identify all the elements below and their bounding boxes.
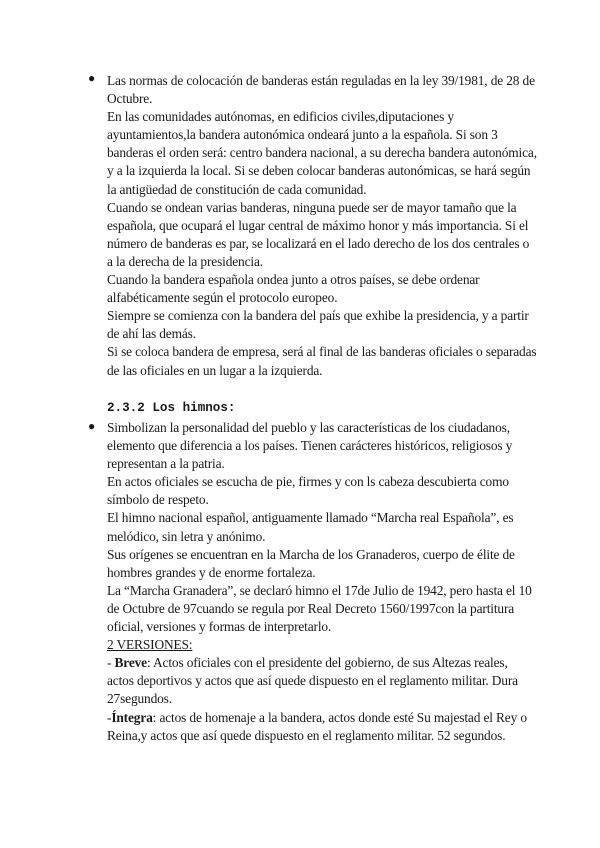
breve-text: : Actos oficiales con el presidente del gobierno, de sus Altezas reales, actos deportivos y actos que así quede dispuesto en el reglamento militar. Dura 27segundos. [107, 655, 518, 707]
integra-text: : actos de homenaje a la bandera, actos donde esté Su majestad el Rey o Reina,y actos que así quede dispuesto en el reglamento militar. 52 segundos. [107, 709, 527, 743]
section-heading: 2.3.2 Los himnos: [107, 401, 236, 415]
flags-paragraph-3: Cuando se ondean varias banderas, ninguna puede ser de mayor tamaño que la española, que ocupará el lugar central de máximo honor y más importancia. Si el número de banderas es par, se localizará en el lado derecho de los dos centrales o a la derecha de la presidencia. [107, 199, 530, 269]
flags-paragraph-6: Si se coloca bandera de empresa, será al final de las banderas oficiales o separadas de las oficiales en un lugar a la izquierda. [107, 344, 537, 378]
flags-paragraph-2: En las comunidades autónomas, en edificios civiles,diputaciones y ayuntamientos,la bandera autonómica ondeará junto a la española. Si son 3 banderas el orden será: centro bandera nacional, a su derecha bandera autonómica, y a la izquierda la local. Si se deben colocar banderas autonómicas, se hará según la antigüedad de constitución de cada comunidad. [107, 109, 537, 197]
version-integra [107, 709, 537, 745]
flags-paragraph-4: Cuando la bandera española ondea junto a otros países, se debe ordenar alfabéticamente según el protocolo europeo. [107, 272, 480, 306]
flags-section [107, 72, 537, 380]
bullet-icon: ● [88, 419, 96, 433]
anthems-paragraph-1: Simbolizan la personalidad del pueblo y las características de los ciudadanos, elemento que diferencia a los países. Tienen carácteres históricos, religiosos y representan a la patria. [107, 420, 513, 472]
breve-prefix: - [107, 655, 115, 671]
anthems-paragraph-2: En actos oficiales se escucha de pie, firmes y con ls cabeza descubierta como símbolo de respeto. [107, 474, 509, 508]
integra-label: Íntegra [111, 709, 153, 725]
integra-prefix: - [107, 709, 112, 725]
anthems-section [107, 419, 537, 745]
breve-label: Breve [114, 655, 147, 671]
versions-label: 2 VERSIONES: [107, 637, 193, 653]
anthems-paragraph-5: La “Marcha Granadera”, se declaró himno el 17de Julio de 1942, pero hasta el 10 de Octubre de 97cuando se regula por Real Decreto 1560/1997con la partitura oficial, versiones y formas de interpretarlo. [107, 582, 532, 635]
flags-paragraph-1: Las normas de colocación de banderas están reguladas en la ley 39/1981, de 28 de Octubre. [107, 73, 535, 107]
anthems-paragraph-3: El himno nacional español, antiguamente llamado “Marcha real Española”, es melódico, sin letra y anónimo. [107, 510, 514, 544]
bullet-icon: ● [88, 71, 96, 85]
flags-paragraph-5: Siempre se comienza con la bandera del país que exhibe la presidencia, y a partir de ahí las demás. [107, 308, 529, 342]
version-breve [107, 654, 537, 708]
anthems-paragraph-4: Sus orígenes se encuentran en la Marcha de los Granaderos, cuerpo de élite de hombres grandes y de enorme fortaleza. [107, 546, 515, 580]
